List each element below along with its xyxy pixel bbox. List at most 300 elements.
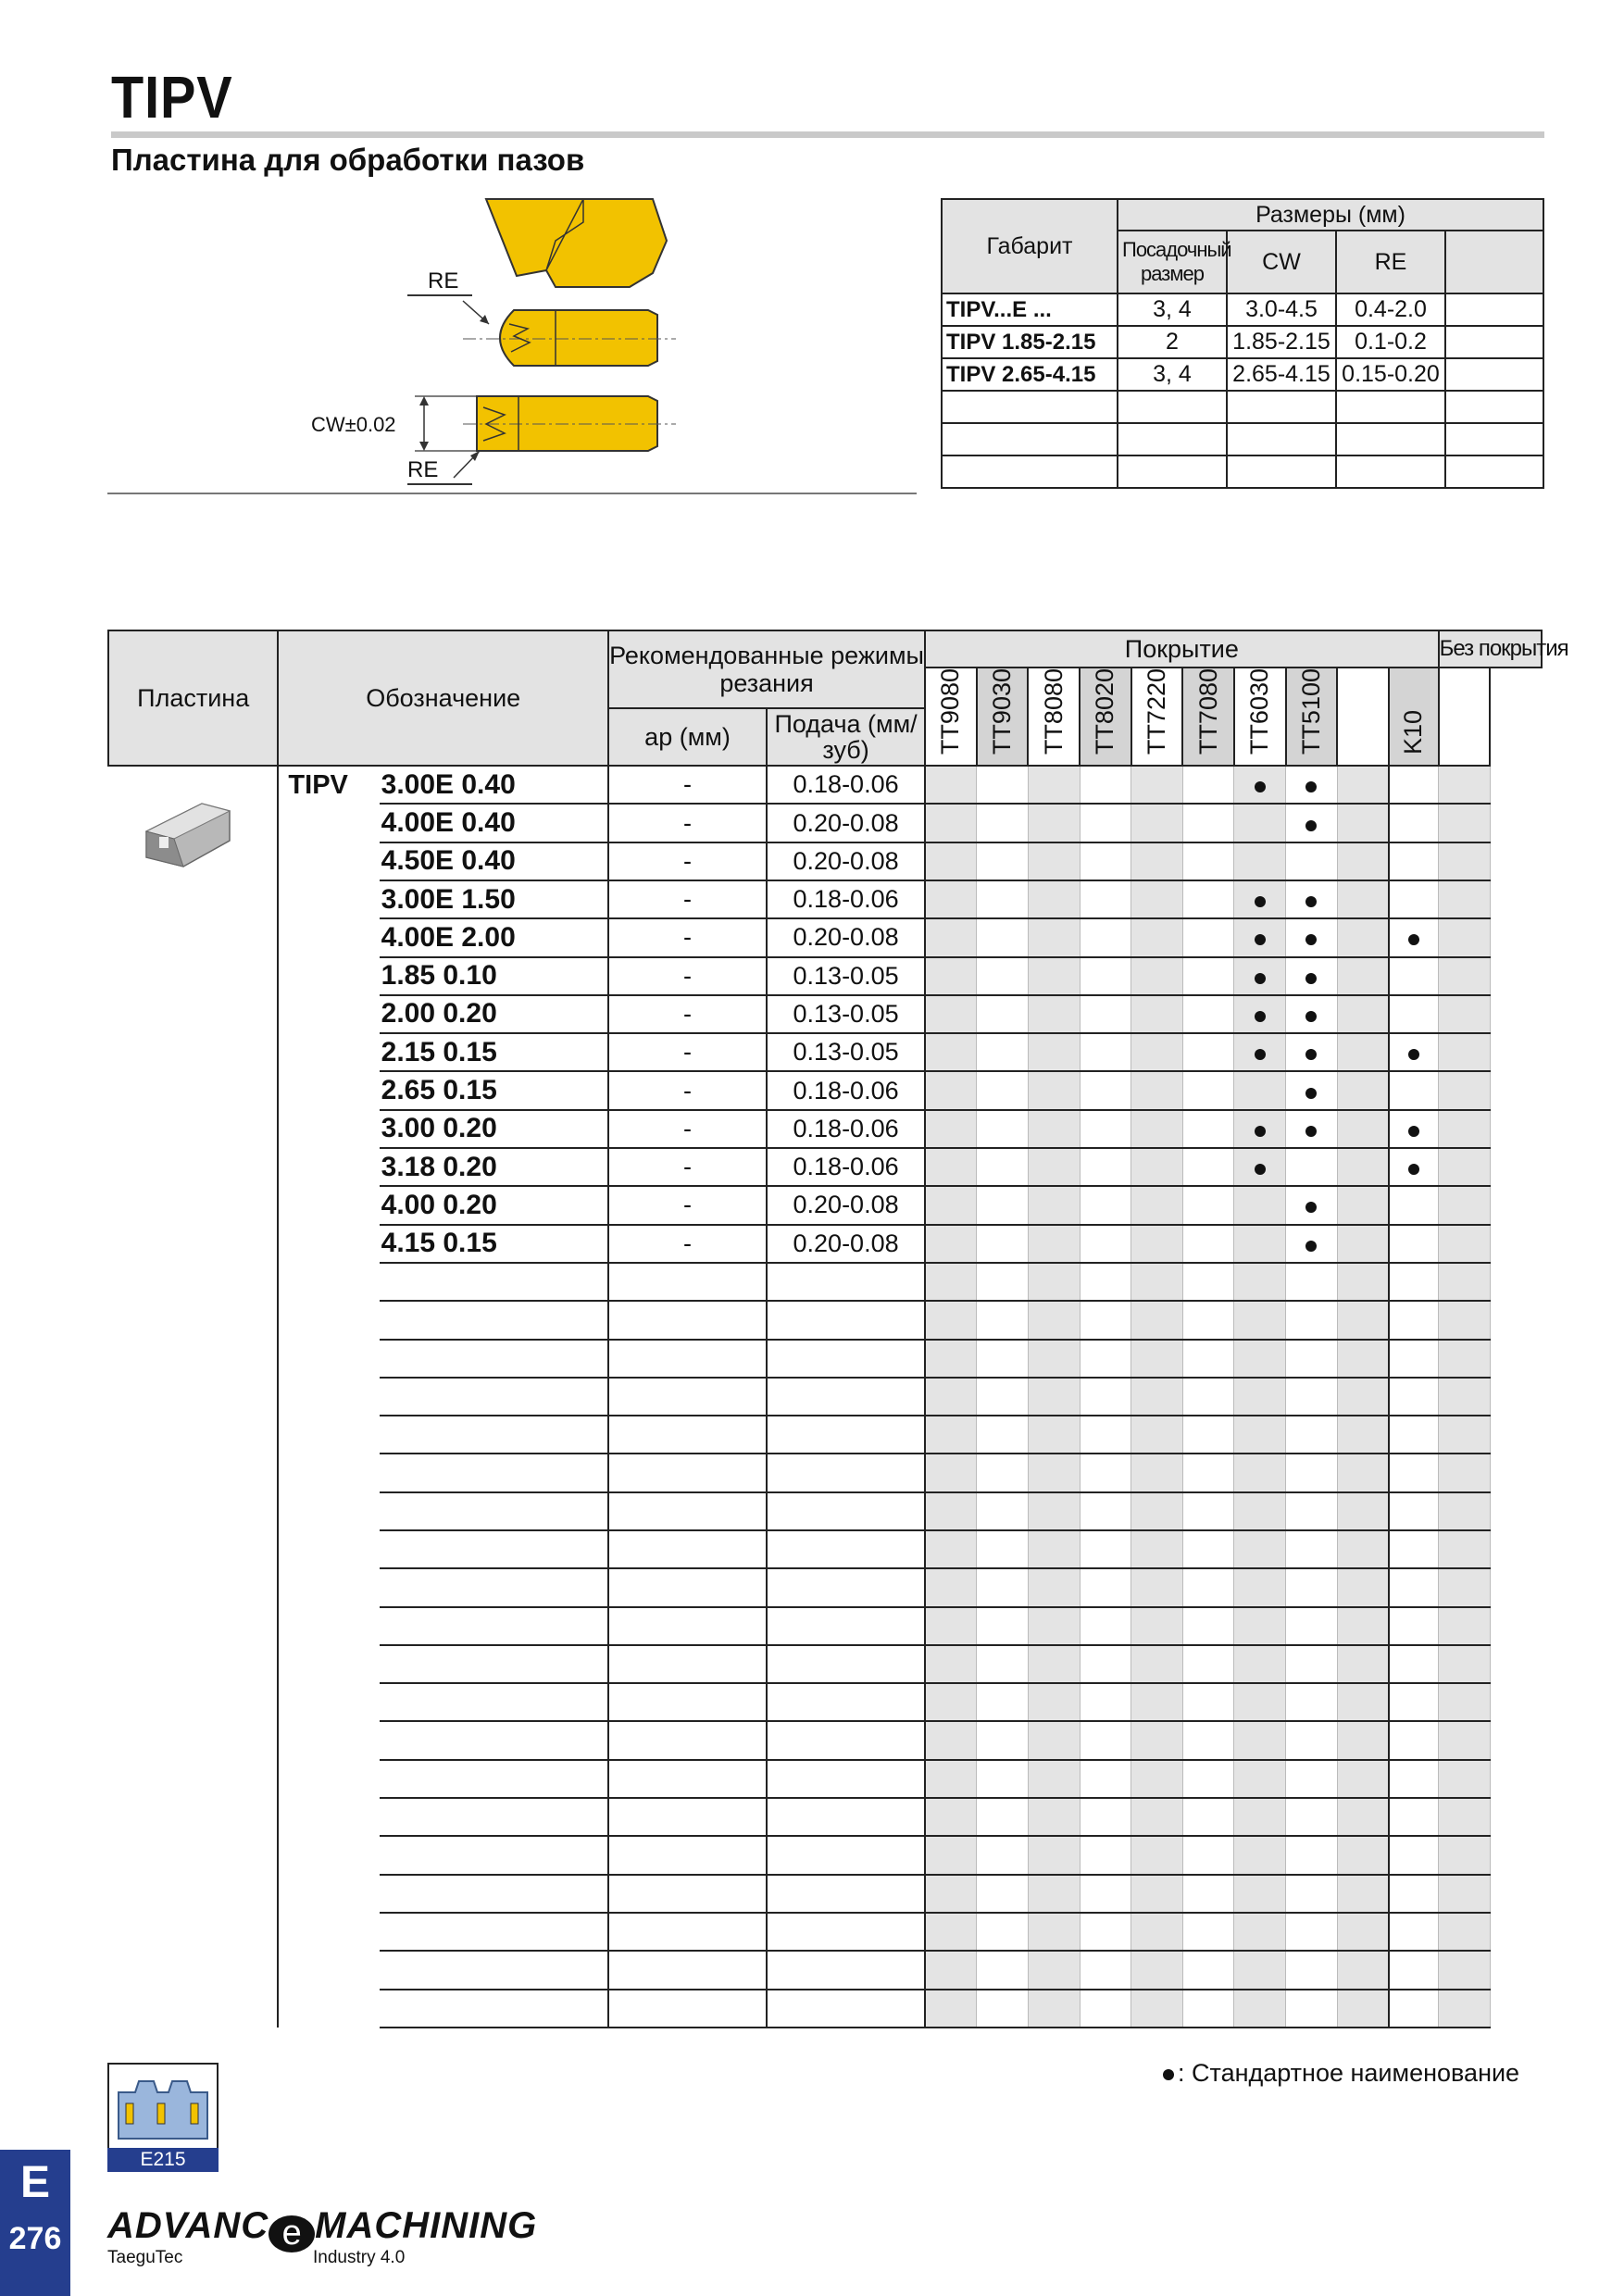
grade-cell	[925, 1416, 977, 1454]
grade-cell	[1234, 1225, 1286, 1263]
dim-cell-empty	[1227, 455, 1336, 488]
col-recommended-header: Рекомендованные режимы резания	[608, 630, 925, 708]
designation-cell: 4.00E 0.40	[380, 804, 608, 842]
grade-cell	[1389, 1530, 1439, 1568]
grade-cell	[1337, 1836, 1389, 1874]
grade-cell	[1337, 842, 1389, 880]
grade-cell	[925, 880, 977, 918]
grade-cell	[1182, 1148, 1234, 1186]
standard-dot-icon	[1163, 2069, 1174, 2080]
grade-cell	[1028, 1721, 1080, 1759]
grade-cell	[977, 1263, 1029, 1301]
grade-cell	[1337, 880, 1389, 918]
grade-cell	[1439, 804, 1491, 842]
insert-side-view	[500, 310, 657, 366]
grade-cell	[925, 842, 977, 880]
grade-cell	[1234, 1990, 1286, 2028]
designation-cell: 3.00 0.20	[380, 1110, 608, 1148]
grade-cell	[1182, 1990, 1234, 2028]
grade-cell	[1131, 1990, 1183, 2028]
dim-cell-seat: 3, 4	[1118, 358, 1227, 391]
insert-photo-cell	[108, 766, 278, 2028]
dim-cell-name: TIPV 2.65-4.15	[942, 358, 1118, 391]
grade-cell	[1080, 1225, 1131, 1263]
standard-dot-icon	[1305, 934, 1317, 945]
grade-cell	[1080, 1301, 1131, 1339]
logo-tagline: Industry 4.0	[313, 2248, 406, 2267]
standard-dot-icon	[1305, 1202, 1317, 1213]
grade-cell	[1028, 1836, 1080, 1874]
feed-cell	[767, 1607, 925, 1645]
grade-cell	[1028, 1186, 1080, 1224]
grade-label: TT9030	[988, 668, 1017, 755]
grade-cell	[1389, 1645, 1439, 1683]
grade-cell	[1131, 1186, 1183, 1224]
section-letter: E	[19, 2158, 50, 2207]
grade-cell	[1439, 1760, 1491, 1798]
grade-cell	[1389, 995, 1439, 1033]
grade-cell	[1337, 1607, 1389, 1645]
grade-cell	[1131, 1683, 1183, 1721]
re-underline-2	[407, 483, 472, 485]
feed-cell: 0.18-0.06	[767, 1110, 925, 1148]
inserts-table	[107, 630, 1568, 2028]
grade-cell	[1028, 918, 1080, 956]
grade-cell	[1234, 1760, 1286, 1798]
grade-cell	[1131, 1416, 1183, 1454]
ap-cell: -	[608, 842, 767, 880]
grade-cell	[1439, 995, 1491, 1033]
grade-cell	[1131, 1875, 1183, 1913]
grade-cell	[1182, 1071, 1234, 1109]
reference-page-link[interactable]: E215	[107, 2148, 219, 2172]
dimensions-table	[941, 198, 1544, 489]
standard-dot-icon	[1305, 1049, 1317, 1060]
dim-cell-empty	[1445, 455, 1543, 488]
ap-cell	[608, 1645, 767, 1683]
designation-cell	[380, 1836, 608, 1874]
grade-cell	[1131, 766, 1183, 804]
dim-cell-empty	[1445, 326, 1543, 358]
ap-cell	[608, 1340, 767, 1378]
grade-cell	[1080, 1492, 1131, 1530]
grade-cell	[1182, 1492, 1234, 1530]
grade-cell	[1234, 1033, 1286, 1071]
grade-header-tt7080	[1182, 668, 1234, 766]
grade-header-tt8020	[1080, 668, 1131, 766]
grade-cell	[1337, 995, 1389, 1033]
grade-cell	[1389, 918, 1439, 956]
dim-cell-empty	[942, 391, 1118, 423]
grade-cell	[1028, 1530, 1080, 1568]
grade-cell	[1439, 1568, 1491, 1606]
grade-cell	[1131, 1607, 1183, 1645]
col-uncoated-header: Без покрытия	[1439, 630, 1542, 668]
dim-cell-re: 0.1-0.2	[1336, 326, 1445, 358]
grade-cell	[925, 1110, 977, 1148]
grade-cell	[1439, 1454, 1491, 1491]
grade-cell	[1337, 1530, 1389, 1568]
grade-cell	[1439, 1913, 1491, 1951]
grade-cell	[1439, 1110, 1491, 1148]
cutter-icon	[109, 2065, 217, 2148]
grade-cell	[977, 1148, 1029, 1186]
grade-cell	[1286, 1340, 1338, 1378]
col-ap-header: ap (мм)	[608, 708, 767, 766]
grade-cell	[1389, 1721, 1439, 1759]
designation-cell: 4.50E 0.40	[380, 842, 608, 880]
dim-header-name: Габарит	[942, 199, 1118, 293]
designation-cell: 4.15 0.15	[380, 1225, 608, 1263]
grade-cell	[1080, 1760, 1131, 1798]
dim-cell-seat: 2	[1118, 326, 1227, 358]
ap-cell	[608, 1416, 767, 1454]
dim-cell-empty	[1227, 423, 1336, 455]
dim-row	[942, 326, 1543, 358]
grade-cell	[925, 1760, 977, 1798]
grade-cell	[1286, 1301, 1338, 1339]
grade-cell	[1337, 1798, 1389, 1836]
grade-cell	[977, 1913, 1029, 1951]
grade-cell	[1080, 1530, 1131, 1568]
grade-cell	[1337, 1225, 1389, 1263]
grade-cell	[1337, 766, 1389, 804]
grade-cell	[1286, 1492, 1338, 1530]
feed-cell	[767, 1492, 925, 1530]
grade-cell	[1182, 1683, 1234, 1721]
ap-cell: -	[608, 880, 767, 918]
page-number: 276	[8, 2221, 62, 2256]
dim-cell-cw: 2.65-4.15	[1227, 358, 1336, 391]
grade-cell	[925, 1913, 977, 1951]
page-subtitle: Пластина для обработки пазов	[111, 143, 585, 177]
dim-cell-empty	[1445, 391, 1543, 423]
grade-cell	[1337, 1186, 1389, 1224]
grade-cell	[977, 1416, 1029, 1454]
feed-cell	[767, 1645, 925, 1683]
ap-cell	[608, 1301, 767, 1339]
logo-e-mark: e	[269, 2215, 315, 2252]
grade-label: TT7220	[1142, 668, 1170, 755]
grade-cell	[1337, 804, 1389, 842]
grade-cell	[1234, 1301, 1286, 1339]
dim-cell-empty	[1118, 391, 1227, 423]
grade-cell	[1028, 1378, 1080, 1416]
grade-cell	[1182, 1798, 1234, 1836]
grade-cell	[1234, 1378, 1286, 1416]
grade-cell	[1028, 1071, 1080, 1109]
grade-cell	[1286, 1378, 1338, 1416]
grade-cell	[1286, 804, 1338, 842]
grade-cell	[925, 1454, 977, 1491]
grade-cell	[1439, 1721, 1491, 1759]
grade-cell	[1234, 804, 1286, 842]
designation-cell	[380, 1913, 608, 1951]
grade-cell	[1234, 1454, 1286, 1491]
standard-dot-icon	[1408, 1164, 1419, 1175]
grade-cell	[1286, 1990, 1338, 2028]
grade-cell	[1286, 1263, 1338, 1301]
grade-cell	[1234, 1798, 1286, 1836]
grade-cell	[1234, 766, 1286, 804]
grade-cell	[1182, 1263, 1234, 1301]
designation-cell	[380, 1378, 608, 1416]
grade-cell	[977, 1990, 1029, 2028]
grade-label: TT8080	[1039, 668, 1068, 755]
grade-cell	[1286, 766, 1338, 804]
grade-cell	[925, 1951, 977, 1989]
grade-header-tt8080	[1028, 668, 1080, 766]
feed-cell	[767, 1454, 925, 1491]
designation-cell	[380, 1683, 608, 1721]
grade-header-tt9030	[977, 668, 1029, 766]
grade-cell	[925, 804, 977, 842]
ap-cell	[608, 1798, 767, 1836]
grade-cell	[1028, 1340, 1080, 1378]
standard-dot-icon	[1305, 1126, 1317, 1137]
grade-cell	[1389, 1836, 1439, 1874]
diagram-label-cw: CW±0.02	[311, 413, 396, 436]
designation-cell	[380, 1492, 608, 1530]
grade-cell	[1286, 1148, 1338, 1186]
grade-cell	[1286, 1454, 1338, 1491]
feed-cell	[767, 1990, 925, 2028]
grade-cell	[1439, 1340, 1491, 1378]
grade-cell	[977, 842, 1029, 880]
grade-cell	[1131, 1071, 1183, 1109]
grade-cell	[1080, 1416, 1131, 1454]
dim-row-empty	[942, 391, 1543, 423]
grade-header-tt7220	[1131, 668, 1183, 766]
feed-cell: 0.18-0.06	[767, 1148, 925, 1186]
logo-brand: TaeguTec	[107, 2248, 183, 2267]
grade-cell	[925, 957, 977, 995]
dim-header-re: RE	[1336, 231, 1445, 293]
ap-cell: -	[608, 804, 767, 842]
grade-cell	[1182, 1301, 1234, 1339]
grade-cell	[1182, 957, 1234, 995]
grade-header-k10	[1389, 668, 1439, 766]
grade-cell	[1131, 995, 1183, 1033]
grade-cell	[1182, 1913, 1234, 1951]
grade-cell	[977, 1607, 1029, 1645]
designation-cell	[380, 1416, 608, 1454]
grade-cell	[1028, 1951, 1080, 1989]
grade-cell	[925, 1990, 977, 2028]
grade-cell	[1439, 1225, 1491, 1263]
title-rule	[111, 131, 1544, 138]
grade-cell	[1131, 1301, 1183, 1339]
grade-cell	[1182, 1607, 1234, 1645]
grade-cell	[977, 880, 1029, 918]
standard-dot-icon	[1408, 934, 1419, 945]
grade-cell	[1439, 1951, 1491, 1989]
grade-cell	[1389, 1148, 1439, 1186]
grade-cell	[1182, 918, 1234, 956]
designation-cell	[380, 1530, 608, 1568]
dim-cell-empty	[1445, 423, 1543, 455]
legend-text: : Стандартное наименование	[1178, 2059, 1520, 2087]
feed-cell	[767, 1951, 925, 1989]
standard-dot-icon	[1255, 1164, 1266, 1175]
grade-cell	[1389, 880, 1439, 918]
grade-header-tt9080	[925, 668, 977, 766]
ap-cell: -	[608, 1110, 767, 1148]
grade-cell	[1028, 880, 1080, 918]
grade-cell	[1182, 1186, 1234, 1224]
ap-cell: -	[608, 766, 767, 804]
grade-cell	[1234, 1913, 1286, 1951]
grade-cell	[925, 1071, 977, 1109]
grade-cell	[1439, 1301, 1491, 1339]
grade-cell	[925, 1530, 977, 1568]
dim-cell-empty	[1445, 293, 1543, 326]
grade-cell	[977, 1225, 1029, 1263]
grade-cell	[1337, 1875, 1389, 1913]
grade-header-tt6030	[1234, 668, 1286, 766]
grade-cell	[1028, 995, 1080, 1033]
grade-cell	[925, 1301, 977, 1339]
grade-cell	[925, 1721, 977, 1759]
grade-cell	[1182, 1033, 1234, 1071]
grade-cell	[1080, 918, 1131, 956]
feed-cell	[767, 1875, 925, 1913]
grade-cell	[1131, 1951, 1183, 1989]
grade-cell	[1337, 1683, 1389, 1721]
grade-cell	[1337, 1454, 1389, 1491]
grade-cell	[1439, 1607, 1491, 1645]
dim-cell-empty	[1227, 391, 1336, 423]
grade-cell	[1131, 1454, 1183, 1491]
designation-cell	[380, 1568, 608, 1606]
grade-cell	[1389, 1071, 1439, 1109]
grade-cell	[1028, 1875, 1080, 1913]
grade-cell	[1080, 1721, 1131, 1759]
diagram-baseline	[107, 493, 917, 494]
standard-dot-icon	[1305, 1011, 1317, 1022]
grade-cell	[1131, 1798, 1183, 1836]
logo-text-right: MACHINING	[315, 2205, 538, 2246]
grade-cell	[925, 1645, 977, 1683]
designation-prefix: TIPV	[288, 770, 348, 801]
grade-cell	[1286, 918, 1338, 956]
dim-cell-empty	[1118, 423, 1227, 455]
feed-cell: 0.20-0.08	[767, 842, 925, 880]
col-designation-header: Обозначение	[278, 630, 608, 766]
grade-cell	[1182, 1568, 1234, 1606]
grade-cell	[977, 1836, 1029, 1874]
grade-cell	[1080, 804, 1131, 842]
grade-cell	[1286, 1836, 1338, 1874]
grade-cell	[1080, 1110, 1131, 1148]
grade-cell	[1182, 766, 1234, 804]
feed-cell	[767, 1836, 925, 1874]
designation-cell: 3.18 0.20	[380, 1148, 608, 1186]
grade-cell	[1286, 1760, 1338, 1798]
grade-cell	[1439, 1416, 1491, 1454]
dim-cell-empty	[1336, 391, 1445, 423]
grade-cell	[1234, 957, 1286, 995]
ap-cell	[608, 1951, 767, 1989]
standard-dot-icon	[1305, 896, 1317, 907]
dim-cell-empty	[1445, 358, 1543, 391]
grade-cell	[1389, 1186, 1439, 1224]
ap-cell	[608, 1875, 767, 1913]
grade-cell	[1286, 1683, 1338, 1721]
ap-cell	[608, 1263, 767, 1301]
grade-cell	[1389, 1875, 1439, 1913]
grade-cell	[1439, 1990, 1491, 2028]
grade-cell	[1439, 1683, 1491, 1721]
grade-cell	[1080, 995, 1131, 1033]
grade-cell	[1337, 1378, 1389, 1416]
feed-cell: 0.18-0.06	[767, 1071, 925, 1109]
grade-cell	[1286, 995, 1338, 1033]
grade-cell	[1182, 1378, 1234, 1416]
grade-cell	[1439, 957, 1491, 995]
grade-cell	[1028, 842, 1080, 880]
grade-cell	[1234, 880, 1286, 918]
grade-cell	[1389, 1683, 1439, 1721]
grade-cell	[977, 1951, 1029, 1989]
grade-cell	[1182, 1454, 1234, 1491]
grade-cell	[1286, 1225, 1338, 1263]
grade-cell	[1234, 1492, 1286, 1530]
designation-cell	[380, 1301, 608, 1339]
grade-cell	[977, 1033, 1029, 1071]
ap-cell: -	[608, 995, 767, 1033]
feed-cell: 0.20-0.08	[767, 1186, 925, 1224]
ap-cell: -	[608, 1225, 767, 1263]
grade-cell	[1337, 1033, 1389, 1071]
grade-cell	[1131, 842, 1183, 880]
grade-cell	[1080, 1645, 1131, 1683]
standard-dot-icon	[1255, 1049, 1266, 1060]
grade-cell	[1080, 1798, 1131, 1836]
designation-cell	[380, 1263, 608, 1301]
grade-cell	[1131, 918, 1183, 956]
grade-cell	[1234, 995, 1286, 1033]
feed-cell	[767, 1683, 925, 1721]
diagram-label-re-bottom: RE	[407, 457, 439, 482]
grade-cell	[1080, 1568, 1131, 1606]
grade-cell	[1028, 1148, 1080, 1186]
grade-cell	[1234, 1110, 1286, 1148]
feed-cell	[767, 1263, 925, 1301]
grade-cell	[1337, 1568, 1389, 1606]
col-coated-header: Покрытие	[925, 630, 1438, 668]
grade-cell	[1131, 804, 1183, 842]
grade-cell	[1182, 1721, 1234, 1759]
grade-cell	[1337, 1721, 1389, 1759]
grade-cell	[1234, 1340, 1286, 1378]
ap-cell	[608, 1721, 767, 1759]
grade-cell	[1131, 1378, 1183, 1416]
grade-cell	[1286, 880, 1338, 918]
grade-cell	[1080, 1378, 1131, 1416]
grade-cell	[1080, 957, 1131, 995]
ap-cell	[608, 1683, 767, 1721]
grade-cell	[977, 1721, 1029, 1759]
grade-cell	[1131, 1836, 1183, 1874]
designation-cell	[380, 1454, 608, 1491]
grade-cell	[1028, 957, 1080, 995]
grade-label: TT6030	[1245, 668, 1274, 755]
feed-cell	[767, 1798, 925, 1836]
grade-cell	[1439, 1836, 1491, 1874]
dim-cell-cw: 1.85-2.15	[1227, 326, 1336, 358]
grade-cell	[1028, 1033, 1080, 1071]
